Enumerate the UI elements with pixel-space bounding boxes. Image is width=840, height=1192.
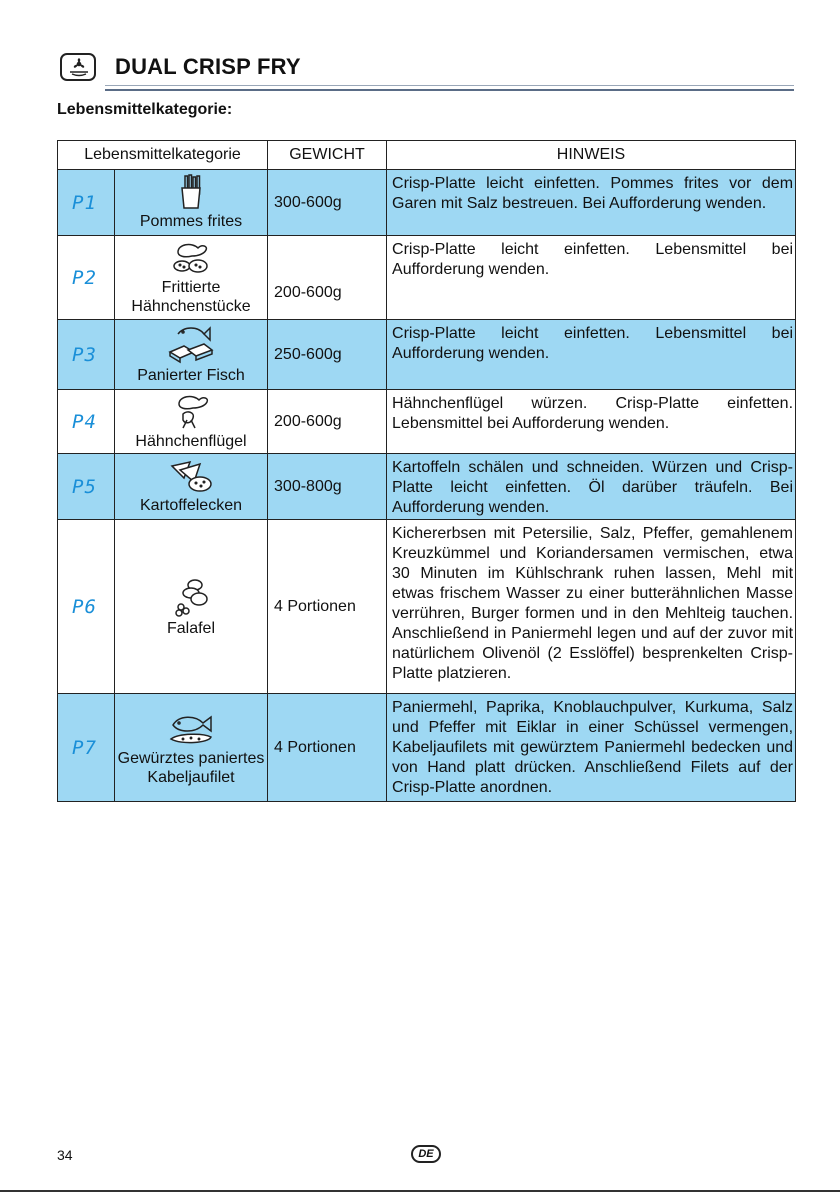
table-row xyxy=(58,320,796,390)
food-cell: Pommes frites xyxy=(115,170,268,236)
hint-text: Paniermehl, Paprika, Knoblauchpulver, Kurkuma, Salz und Pfeffer mit Eiklar in einer Schüssel vermengen, Kabeljaufilets mit gewürztem Paniermehl bedecken und von Hand platt drücken. Anschließend Filets auf der Crisp-Platte anordnen. xyxy=(387,694,796,802)
hint-text: Crisp-Platte leicht einfetten. Lebensmittel bei Aufforderung wenden. xyxy=(387,320,796,390)
program-code: P3 xyxy=(58,320,115,390)
page-header xyxy=(57,52,794,92)
column-header-weight: GEWICHT xyxy=(268,141,387,170)
program-code: P2 xyxy=(58,236,115,320)
program-code: P4 xyxy=(58,390,115,454)
table-header-row xyxy=(58,141,796,170)
hint-text: Crisp-Platte leicht einfetten. Pommes frites vor dem Garen mit Salz bestreuen. Bei Aufforderung wenden. xyxy=(387,170,796,236)
table-row xyxy=(58,170,796,236)
chicken-pieces-icon xyxy=(166,238,216,278)
food-cell: Gewürztes paniertes Kabeljaufilet xyxy=(115,694,268,802)
table-row xyxy=(58,390,796,454)
language-badge: DE xyxy=(411,1145,441,1163)
hint-text: Kartoffeln schälen und schneiden. Würzen und Crisp-Platte leicht einfetten. Öl darüber träufeln. Bei Aufforderung wenden. xyxy=(387,454,796,520)
weight-value: 200-600g xyxy=(268,390,387,454)
weight-value: 200-600g xyxy=(268,236,387,320)
fan-grill-icon xyxy=(60,53,96,81)
program-code: P6 xyxy=(58,520,115,694)
food-cell: Kartoffelecken xyxy=(115,454,268,520)
program-code: P7 xyxy=(58,694,115,802)
weight-value: 4 Portionen xyxy=(268,694,387,802)
header-divider-bold xyxy=(105,89,794,91)
chicken-wing-icon xyxy=(169,392,213,432)
food-cell: Panierter Fisch xyxy=(115,320,268,390)
weight-value: 4 Portionen xyxy=(268,520,387,694)
food-cell: Falafel xyxy=(115,520,268,694)
fries-icon xyxy=(171,172,211,212)
column-header-category: Lebensmittelkategorie xyxy=(58,141,268,170)
potato-wedges-icon xyxy=(166,456,216,496)
falafel-icon xyxy=(169,575,213,619)
weight-value: 300-800g xyxy=(268,454,387,520)
table-row xyxy=(58,520,796,694)
weight-value: 300-600g xyxy=(268,170,387,236)
page-number: 34 xyxy=(57,1147,73,1163)
header-divider xyxy=(105,85,794,86)
seasoned-fish-fillet-icon xyxy=(163,709,219,749)
food-category-table xyxy=(57,140,796,802)
section-heading: Lebensmittelkategorie: xyxy=(57,101,233,118)
weight-value: 250-600g xyxy=(268,320,387,390)
table-row xyxy=(58,454,796,520)
food-cell: Frittierte Hähnchenstücke xyxy=(115,236,268,320)
hint-text: Hähnchenflügel würzen. Crisp-Platte einfetten. Lebensmittel bei Aufforderung wenden. xyxy=(387,390,796,454)
hint-text: Kichererbsen mit Petersilie, Salz, Pfeffer, gemahlenem Kreuzkümmel und Koriandersamen vermischen, etwa 30 Minuten im Kühlschrank ruhen lassen, Mehl mit etwas frischem Wasser zu einer butterähnlichen Masse verrühren, Burger formen und in den Mehlteig tauchen. Anschließend in Paniermehl legen und auf der zuvor mit natürlichem Olivenöl (2 Esslöffel) besprenkelten Crisp-Platte platzieren. xyxy=(387,520,796,694)
column-header-hint: HINWEIS xyxy=(387,141,796,170)
food-cell: Hähnchenflügel xyxy=(115,390,268,454)
hint-text: Crisp-Platte leicht einfetten. Lebensmittel bei Aufforderung wenden. xyxy=(387,236,796,320)
page-title: DUAL CRISP FRY xyxy=(115,54,301,79)
program-code: P1 xyxy=(58,170,115,236)
breaded-fish-icon xyxy=(164,322,218,366)
program-code: P5 xyxy=(58,454,115,520)
table-row xyxy=(58,236,796,320)
table-row xyxy=(58,694,796,802)
